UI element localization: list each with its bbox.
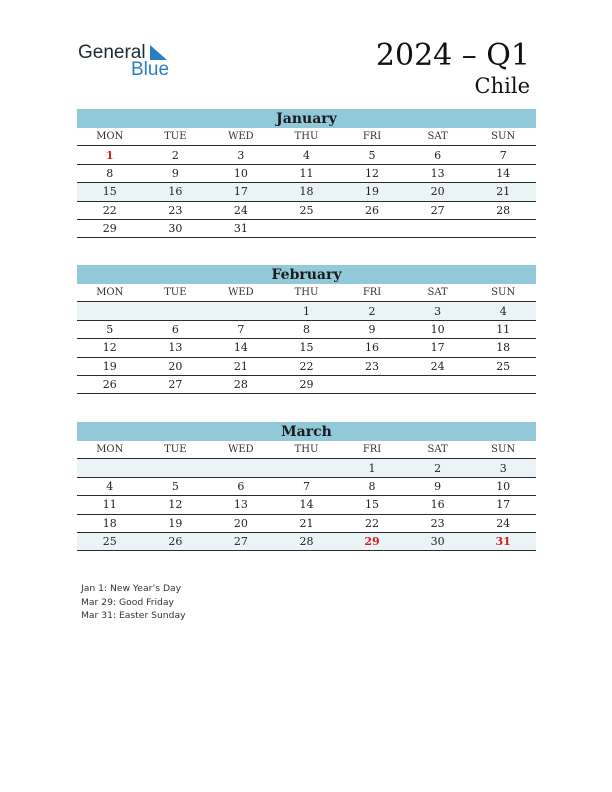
weekday-header: TUE [164, 287, 187, 299]
day-cell: 6 [143, 320, 209, 338]
day-cell: 6 [405, 146, 471, 164]
day-cell: 16 [339, 339, 405, 357]
day-cell: 20 [208, 514, 274, 532]
day-cell: 10 [405, 320, 471, 338]
weekday-header: SUN [491, 287, 516, 299]
weekday-header: SUN [491, 444, 516, 456]
day-cell: 22 [77, 201, 143, 219]
day-cell: 5 [339, 146, 405, 164]
weekday-header: THU [294, 444, 319, 456]
weekday-header: FRI [362, 131, 382, 143]
day-cell [274, 219, 340, 237]
month-february [77, 265, 536, 394]
day-cell: 13 [208, 496, 274, 514]
weekday-header: SAT [427, 444, 448, 456]
day-cell: 28 [470, 201, 536, 219]
day-cell: 27 [405, 201, 471, 219]
week-row [77, 496, 536, 514]
weekday-header: TUE [164, 444, 187, 456]
week-row [77, 532, 536, 550]
day-cell [339, 375, 405, 393]
day-cell: 8 [274, 320, 340, 338]
day-cell: 11 [77, 496, 143, 514]
week-row [77, 320, 536, 338]
day-cell: 27 [208, 532, 274, 550]
day-cell [143, 459, 209, 477]
day-cell: 8 [339, 477, 405, 495]
weekday-header: FRI [362, 287, 382, 299]
day-cell: 2 [339, 302, 405, 320]
day-cell: 10 [208, 164, 274, 182]
holiday-note: Mar 29: Good Friday [81, 596, 174, 608]
day-cell: 24 [470, 514, 536, 532]
day-cell: 1 [77, 146, 143, 164]
day-cell: 1 [274, 302, 340, 320]
day-cell: 16 [143, 183, 209, 201]
holiday-note: Mar 31: Easter Sunday [81, 610, 186, 621]
calendar-grid [77, 128, 536, 238]
day-cell: 12 [143, 496, 209, 514]
month-title: March [77, 422, 536, 441]
day-cell: 9 [143, 164, 209, 182]
weekday-header: MON [96, 131, 124, 143]
day-cell: 4 [470, 302, 536, 320]
weekday-header: WED [228, 131, 254, 143]
week-row [77, 164, 536, 182]
weekday-header: MON [96, 444, 124, 456]
day-cell: 13 [405, 164, 471, 182]
day-cell: 4 [77, 477, 143, 495]
day-cell: 23 [405, 514, 471, 532]
day-cell: 31 [208, 219, 274, 237]
day-cell: 15 [274, 339, 340, 357]
day-cell: 25 [470, 357, 536, 375]
day-cell: 27 [143, 375, 209, 393]
week-row [77, 357, 536, 375]
day-cell: 26 [77, 375, 143, 393]
day-cell: 21 [274, 514, 340, 532]
weekday-header: FRI [362, 444, 382, 456]
day-cell: 18 [470, 339, 536, 357]
week-row [77, 477, 536, 495]
day-cell: 13 [143, 339, 209, 357]
weekday-header: MON [96, 287, 124, 299]
day-cell: 2 [143, 146, 209, 164]
day-cell [470, 219, 536, 237]
day-cell [208, 302, 274, 320]
day-cell: 20 [405, 183, 471, 201]
day-cell: 14 [470, 164, 536, 182]
month-title: January [77, 109, 536, 128]
day-cell: 25 [77, 532, 143, 550]
day-cell [405, 375, 471, 393]
day-cell: 28 [274, 532, 340, 550]
month-title: February [77, 265, 536, 284]
day-cell: 15 [77, 183, 143, 201]
day-cell: 30 [405, 532, 471, 550]
weekday-header: THU [294, 131, 319, 143]
weekday-header: SAT [427, 131, 448, 143]
day-cell: 12 [77, 339, 143, 357]
day-cell: 14 [208, 339, 274, 357]
weekday-header: SAT [427, 287, 448, 299]
day-cell [274, 459, 340, 477]
day-cell [405, 219, 471, 237]
day-cell: 21 [208, 357, 274, 375]
brand-logo [78, 42, 178, 82]
weekday-header: TUE [164, 131, 187, 143]
week-row [77, 302, 536, 320]
week-row [77, 219, 536, 237]
day-cell: 20 [143, 357, 209, 375]
day-cell: 15 [339, 496, 405, 514]
page-title: 2024 – Q1 [375, 38, 530, 73]
day-cell: 5 [77, 320, 143, 338]
week-row [77, 183, 536, 201]
day-cell: 25 [274, 201, 340, 219]
day-cell: 24 [405, 357, 471, 375]
day-cell: 29 [274, 375, 340, 393]
day-cell: 23 [143, 201, 209, 219]
day-cell: 5 [143, 477, 209, 495]
day-cell: 16 [405, 496, 471, 514]
day-cell: 7 [208, 320, 274, 338]
day-cell: 8 [77, 164, 143, 182]
day-cell [339, 219, 405, 237]
day-cell: 7 [274, 477, 340, 495]
day-cell: 21 [470, 183, 536, 201]
day-cell: 26 [339, 201, 405, 219]
day-cell: 12 [339, 164, 405, 182]
day-cell: 10 [470, 477, 536, 495]
day-cell [77, 459, 143, 477]
brand-word-general: General [78, 42, 146, 63]
day-cell: 29 [77, 219, 143, 237]
day-cell: 17 [405, 339, 471, 357]
week-row [77, 146, 536, 164]
month-march [77, 422, 536, 551]
week-row [77, 201, 536, 219]
day-cell: 2 [405, 459, 471, 477]
weekday-header: WED [228, 287, 254, 299]
week-row [77, 339, 536, 357]
day-cell [470, 375, 536, 393]
month-january [77, 109, 536, 238]
day-cell: 18 [77, 514, 143, 532]
day-cell: 22 [274, 357, 340, 375]
calendar-grid [77, 284, 536, 394]
holiday-note: Jan 1: New Year’s Day [81, 583, 182, 594]
weekday-header: WED [228, 444, 254, 456]
country-name: Chile [474, 74, 530, 98]
day-cell: 1 [339, 459, 405, 477]
day-cell: 3 [470, 459, 536, 477]
week-row [77, 514, 536, 532]
day-cell: 9 [405, 477, 471, 495]
day-cell: 28 [208, 375, 274, 393]
day-cell: 17 [208, 183, 274, 201]
day-cell: 17 [470, 496, 536, 514]
holiday-notes [81, 582, 186, 623]
day-cell: 18 [274, 183, 340, 201]
brand-word-blue: Blue [131, 59, 170, 80]
day-cell: 31 [470, 532, 536, 550]
day-cell: 24 [208, 201, 274, 219]
day-cell [208, 459, 274, 477]
day-cell: 6 [208, 477, 274, 495]
day-cell: 4 [274, 146, 340, 164]
day-cell: 19 [77, 357, 143, 375]
day-cell: 23 [339, 357, 405, 375]
day-cell: 22 [339, 514, 405, 532]
week-row [77, 375, 536, 393]
day-cell: 29 [339, 532, 405, 550]
day-cell [143, 302, 209, 320]
calendar-grid [77, 441, 536, 551]
day-cell: 19 [143, 514, 209, 532]
day-cell: 30 [143, 219, 209, 237]
day-cell: 11 [470, 320, 536, 338]
day-cell: 26 [143, 532, 209, 550]
day-cell: 11 [274, 164, 340, 182]
week-row [77, 459, 536, 477]
day-cell: 3 [405, 302, 471, 320]
day-cell: 19 [339, 183, 405, 201]
day-cell: 14 [274, 496, 340, 514]
day-cell: 3 [208, 146, 274, 164]
weekday-header: THU [294, 287, 319, 299]
day-cell: 9 [339, 320, 405, 338]
day-cell: 7 [470, 146, 536, 164]
day-cell [77, 302, 143, 320]
weekday-header: SUN [491, 131, 516, 143]
